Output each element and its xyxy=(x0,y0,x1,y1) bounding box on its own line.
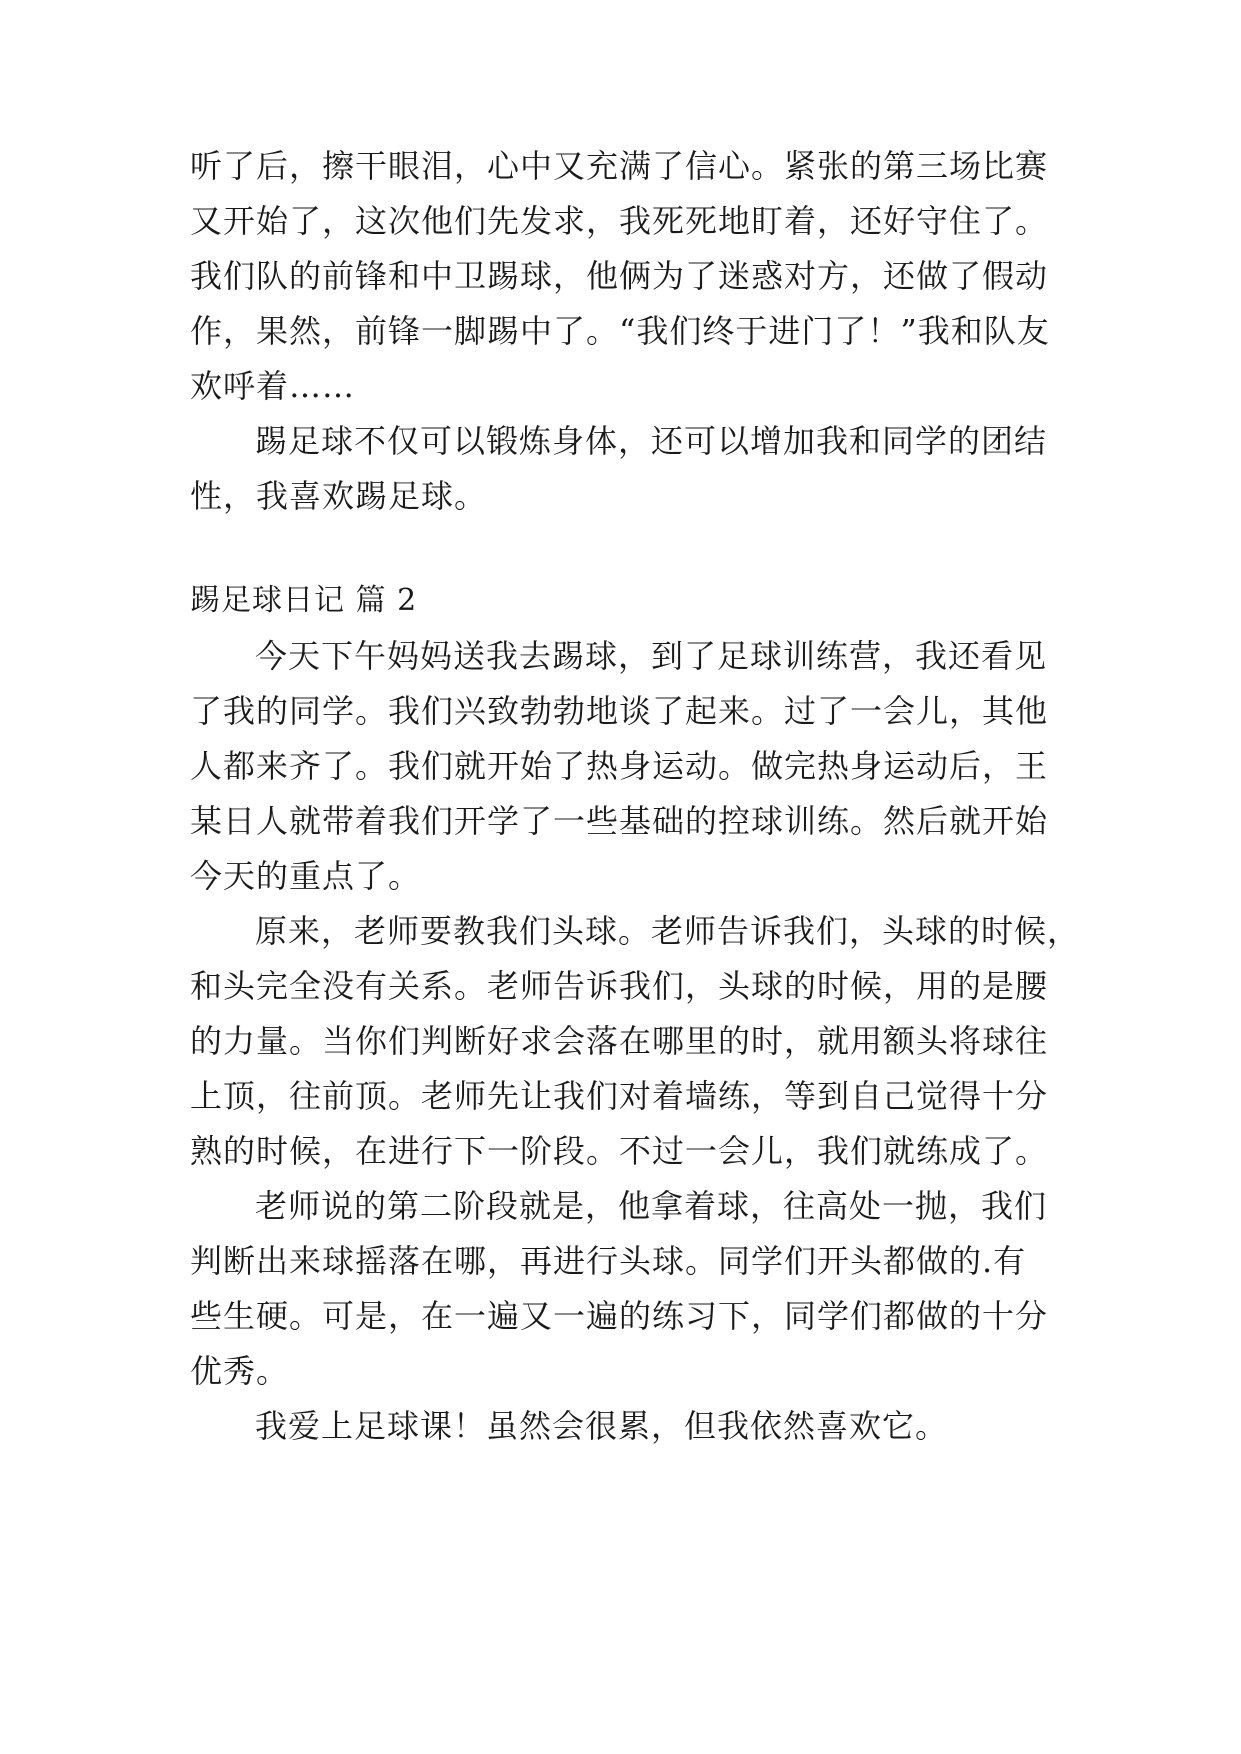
paragraph-line: 了我的同学。我们兴致勃勃地谈了起来。过了一会儿，其他 xyxy=(190,692,1049,730)
paragraph-line: 原来，老师要教我们头球。老师告诉我们，头球的时候， xyxy=(255,912,1081,950)
paragraph-line: 人都来齐了。我们就开始了热身运动。做完热身运动后，王 xyxy=(190,747,1049,785)
paragraph-line: 欢呼着…… xyxy=(190,367,356,405)
paragraph-line: 熟的时候，在进行下一阶段。不过一会儿，我们就练成了。 xyxy=(190,1132,1049,1170)
paragraph-line: 的力量。当你们判断好求会落在哪里的时，就用额头将球往 xyxy=(190,1022,1049,1060)
paragraph-line: 优秀。 xyxy=(190,1352,290,1390)
paragraph-line: 判断出来球摇落在哪，再进行头球。同学们开头都做的.有 xyxy=(190,1242,1027,1280)
paragraph-line: 某日人就带着我们开学了一些基础的控球训练。然后就开始 xyxy=(190,802,1049,840)
paragraph-line: 今天下午妈妈送我去踢球，到了足球训练营，我还看见 xyxy=(255,637,1048,675)
paragraph-line: 作，果然，前锋一脚踢中了。“我们终于进门了！”我和队友 xyxy=(190,312,1050,350)
paragraph-line: 和头完全没有关系。老师告诉我们，头球的时候，用的是腰 xyxy=(190,967,1049,1005)
paragraph-line: 今天的重点了。 xyxy=(190,857,422,895)
paragraph-line: 又开始了，这次他们先发求，我死死地盯着，还好守住了。 xyxy=(190,202,1049,240)
paragraph-line: 我爱上足球课！虽然会很累，但我依然喜欢它。 xyxy=(255,1407,949,1445)
paragraph-line: 老师说的第二阶段就是，他拿着球，往高处一抛，我们 xyxy=(255,1187,1048,1225)
paragraph-line: 性，我喜欢踢足球。 xyxy=(190,477,488,515)
paragraph-line: 上顶，往前顶。老师先让我们对着墙练，等到自己觉得十分 xyxy=(190,1077,1049,1115)
paragraph-line: 听了后，擦干眼泪，心中又充满了信心。紧张的第三场比赛 xyxy=(190,147,1049,185)
section-heading: 踢足球日记 篇 2 xyxy=(190,583,418,618)
paragraph-line: 些生硬。可是，在一遍又一遍的练习下，同学们都做的十分 xyxy=(190,1297,1049,1335)
paragraph-line: 踢足球不仅可以锻炼身体，还可以增加我和同学的团结 xyxy=(255,422,1048,460)
paragraph-line: 我们队的前锋和中卫踢球，他俩为了迷惑对方，还做了假动 xyxy=(190,257,1049,295)
